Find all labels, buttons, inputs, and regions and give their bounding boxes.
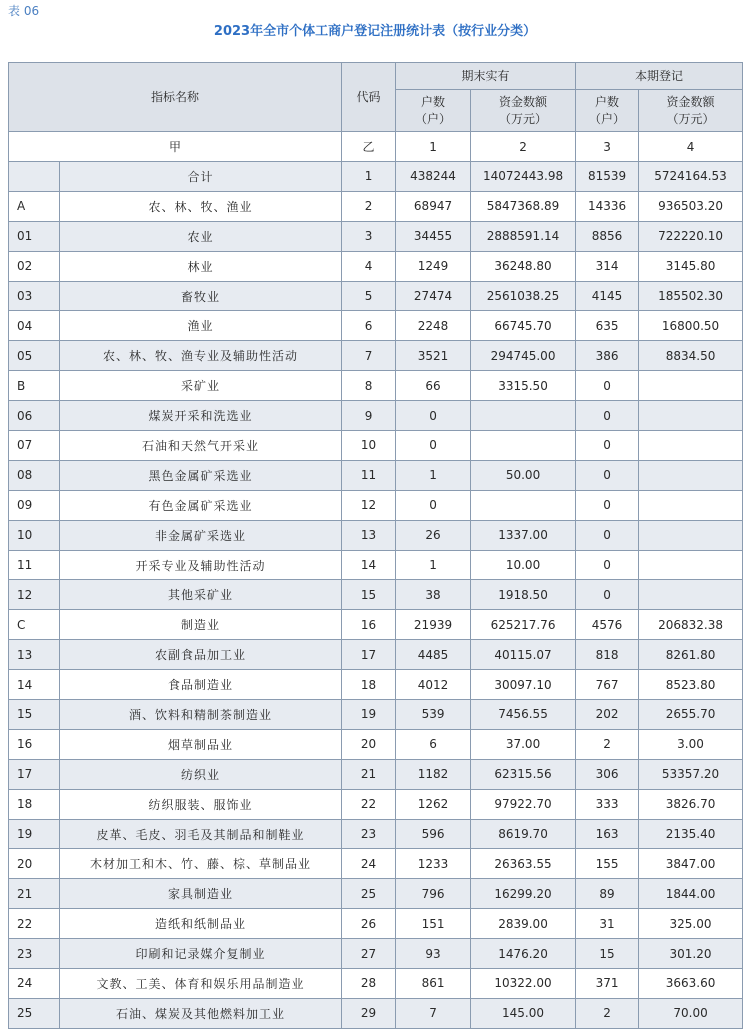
row-capital-registered: 3826.70 — [639, 789, 743, 819]
row-households-end: 1249 — [396, 251, 471, 281]
row-households-registered: 31 — [576, 909, 639, 939]
row-capital-end: 3315.50 — [471, 371, 576, 401]
table-row — [9, 700, 743, 730]
table-row — [9, 819, 743, 849]
row-code: C — [9, 610, 60, 640]
row-capital-registered — [639, 550, 743, 580]
row-capital-end: 294745.00 — [471, 341, 576, 371]
row-households-end: 27474 — [396, 281, 471, 311]
row-seq-code: 2 — [342, 191, 396, 221]
row-capital-registered: 722220.10 — [639, 221, 743, 251]
row-capital-registered: 53357.20 — [639, 759, 743, 789]
table-row — [9, 729, 743, 759]
row-capital-registered: 3847.00 — [639, 849, 743, 879]
row-capital-end: 145.00 — [471, 998, 576, 1028]
row-households-end: 68947 — [396, 191, 471, 221]
row-seq-code: 16 — [342, 610, 396, 640]
row-capital-registered: 3145.80 — [639, 251, 743, 281]
row-households-registered: 818 — [576, 640, 639, 670]
row-households-end: 796 — [396, 879, 471, 909]
sequence-row — [9, 132, 743, 162]
row-seq-code: 8 — [342, 371, 396, 401]
row-capital-registered: 936503.20 — [639, 191, 743, 221]
row-industry-name: 造纸和纸制品业 — [60, 909, 342, 939]
row-industry-name: 木材加工和木、竹、藤、棕、草制品业 — [60, 849, 342, 879]
row-capital-registered: 16800.50 — [639, 311, 743, 341]
row-capital-registered: 206832.38 — [639, 610, 743, 640]
row-households-end: 0 — [396, 401, 471, 431]
row-seq-code: 21 — [342, 759, 396, 789]
table-row — [9, 550, 743, 580]
row-code — [9, 162, 60, 192]
row-industry-name: 酒、饮料和精制茶制造业 — [60, 700, 342, 730]
row-households-end: 0 — [396, 431, 471, 461]
row-code: 18 — [9, 789, 60, 819]
row-households-end: 93 — [396, 939, 471, 969]
row-industry-name: 皮革、毛皮、羽毛及其制品和制鞋业 — [60, 819, 342, 849]
table-row — [9, 341, 743, 371]
row-households-registered: 14336 — [576, 191, 639, 221]
row-households-end: 4012 — [396, 670, 471, 700]
row-capital-registered: 2135.40 — [639, 819, 743, 849]
row-code: 02 — [9, 251, 60, 281]
row-households-registered: 2 — [576, 998, 639, 1028]
row-capital-end: 40115.07 — [471, 640, 576, 670]
row-seq-code: 27 — [342, 939, 396, 969]
row-capital-registered — [639, 520, 743, 550]
header-capital-registered: 资金数额 （万元） — [639, 90, 743, 132]
table-body — [9, 132, 743, 1029]
row-code: 10 — [9, 520, 60, 550]
row-households-registered: 89 — [576, 879, 639, 909]
row-capital-registered — [639, 460, 743, 490]
table-row — [9, 490, 743, 520]
row-capital-end: 37.00 — [471, 729, 576, 759]
row-capital-end: 36248.80 — [471, 251, 576, 281]
row-seq-code: 14 — [342, 550, 396, 580]
table-row — [9, 191, 743, 221]
seq-name: 甲 — [9, 132, 342, 162]
row-households-end: 1233 — [396, 849, 471, 879]
row-households-end: 1 — [396, 550, 471, 580]
row-households-end: 1262 — [396, 789, 471, 819]
row-industry-name: 食品制造业 — [60, 670, 342, 700]
row-households-registered: 0 — [576, 580, 639, 610]
row-capital-registered: 3663.60 — [639, 969, 743, 999]
row-code: 08 — [9, 460, 60, 490]
row-capital-registered: 8523.80 — [639, 670, 743, 700]
table-row — [9, 221, 743, 251]
row-households-end: 26 — [396, 520, 471, 550]
seq-col-3: 3 — [576, 132, 639, 162]
row-industry-name: 合计 — [60, 162, 342, 192]
row-industry-name: 石油和天然气开采业 — [60, 431, 342, 461]
row-capital-registered — [639, 371, 743, 401]
row-households-registered: 163 — [576, 819, 639, 849]
row-code: 19 — [9, 819, 60, 849]
row-households-registered: 4576 — [576, 610, 639, 640]
row-capital-registered: 325.00 — [639, 909, 743, 939]
row-seq-code: 23 — [342, 819, 396, 849]
table-row — [9, 789, 743, 819]
header-code: 代码 — [342, 63, 396, 132]
row-code: 22 — [9, 909, 60, 939]
row-capital-registered: 2655.70 — [639, 700, 743, 730]
row-households-registered: 0 — [576, 460, 639, 490]
row-industry-name: 烟草制品业 — [60, 729, 342, 759]
row-households-registered: 2 — [576, 729, 639, 759]
row-code: 07 — [9, 431, 60, 461]
row-seq-code: 13 — [342, 520, 396, 550]
row-capital-registered: 3.00 — [639, 729, 743, 759]
row-industry-name: 煤炭开采和洗选业 — [60, 401, 342, 431]
row-capital-registered — [639, 431, 743, 461]
row-capital-end: 5847368.89 — [471, 191, 576, 221]
row-households-end: 1 — [396, 460, 471, 490]
header-group-period-registration: 本期登记 — [576, 63, 743, 90]
row-code: 03 — [9, 281, 60, 311]
row-code: 04 — [9, 311, 60, 341]
row-households-end: 539 — [396, 700, 471, 730]
row-capital-registered: 1844.00 — [639, 879, 743, 909]
seq-col-4: 4 — [639, 132, 743, 162]
header-indicator-name: 指标名称 — [9, 63, 342, 132]
statistics-table — [8, 62, 743, 1029]
row-seq-code: 3 — [342, 221, 396, 251]
row-capital-end: 97922.70 — [471, 789, 576, 819]
header-group-end-of-period: 期末实有 — [396, 63, 576, 90]
row-code: 01 — [9, 221, 60, 251]
row-capital-end: 2561038.25 — [471, 281, 576, 311]
row-code: 21 — [9, 879, 60, 909]
row-capital-end: 14072443.98 — [471, 162, 576, 192]
row-households-end: 21939 — [396, 610, 471, 640]
row-capital-end: 1918.50 — [471, 580, 576, 610]
row-seq-code: 28 — [342, 969, 396, 999]
row-households-end: 66 — [396, 371, 471, 401]
row-code: 16 — [9, 729, 60, 759]
row-households-registered: 202 — [576, 700, 639, 730]
row-code: 25 — [9, 998, 60, 1028]
row-capital-registered: 301.20 — [639, 939, 743, 969]
row-code: A — [9, 191, 60, 221]
row-households-end: 596 — [396, 819, 471, 849]
row-capital-registered: 70.00 — [639, 998, 743, 1028]
row-industry-name: 黑色金属矿采选业 — [60, 460, 342, 490]
row-households-end: 34455 — [396, 221, 471, 251]
row-code: B — [9, 371, 60, 401]
row-households-registered: 155 — [576, 849, 639, 879]
seq-col-1: 1 — [396, 132, 471, 162]
row-industry-name: 文教、工美、体育和娱乐用品制造业 — [60, 969, 342, 999]
row-households-registered: 386 — [576, 341, 639, 371]
row-households-registered: 635 — [576, 311, 639, 341]
row-capital-end: 7456.55 — [471, 700, 576, 730]
row-industry-name: 渔业 — [60, 311, 342, 341]
table-header — [9, 63, 743, 132]
table-row — [9, 401, 743, 431]
row-capital-end — [471, 490, 576, 520]
row-seq-code: 29 — [342, 998, 396, 1028]
row-households-registered: 0 — [576, 431, 639, 461]
row-industry-name: 有色金属矿采选业 — [60, 490, 342, 520]
row-seq-code: 15 — [342, 580, 396, 610]
row-seq-code: 11 — [342, 460, 396, 490]
row-industry-name: 农业 — [60, 221, 342, 251]
row-seq-code: 26 — [342, 909, 396, 939]
table-row — [9, 162, 743, 192]
table-row — [9, 580, 743, 610]
row-industry-name: 印刷和记录媒介复制业 — [60, 939, 342, 969]
row-households-end: 1182 — [396, 759, 471, 789]
row-capital-registered: 8834.50 — [639, 341, 743, 371]
seq-col-2: 2 — [471, 132, 576, 162]
row-capital-end: 10322.00 — [471, 969, 576, 999]
row-households-registered: 81539 — [576, 162, 639, 192]
row-code: 09 — [9, 490, 60, 520]
row-code: 05 — [9, 341, 60, 371]
row-households-registered: 0 — [576, 520, 639, 550]
row-capital-end: 2888591.14 — [471, 221, 576, 251]
row-industry-name: 纺织业 — [60, 759, 342, 789]
row-capital-registered: 185502.30 — [639, 281, 743, 311]
row-capital-registered — [639, 580, 743, 610]
row-industry-name: 制造业 — [60, 610, 342, 640]
row-households-registered: 767 — [576, 670, 639, 700]
row-households-end: 438244 — [396, 162, 471, 192]
seq-code: 乙 — [342, 132, 396, 162]
row-capital-end: 625217.76 — [471, 610, 576, 640]
row-seq-code: 4 — [342, 251, 396, 281]
row-households-registered: 4145 — [576, 281, 639, 311]
row-industry-name: 纺织服装、服饰业 — [60, 789, 342, 819]
row-seq-code: 5 — [342, 281, 396, 311]
row-industry-name: 林业 — [60, 251, 342, 281]
row-capital-end: 1337.00 — [471, 520, 576, 550]
table-row — [9, 281, 743, 311]
row-households-registered: 0 — [576, 371, 639, 401]
row-code: 06 — [9, 401, 60, 431]
row-seq-code: 17 — [342, 640, 396, 670]
row-households-registered: 0 — [576, 550, 639, 580]
row-code: 23 — [9, 939, 60, 969]
table-label: 表 06 — [8, 4, 40, 18]
table-row — [9, 969, 743, 999]
row-seq-code: 7 — [342, 341, 396, 371]
row-seq-code: 9 — [342, 401, 396, 431]
page-title: 2023年全市个体工商户登记注册统计表（按行业分类） — [213, 24, 537, 39]
row-industry-name: 农、林、牧、渔专业及辅助性活动 — [60, 341, 342, 371]
row-code: 12 — [9, 580, 60, 610]
row-seq-code: 1 — [342, 162, 396, 192]
row-capital-end: 16299.20 — [471, 879, 576, 909]
table-row — [9, 939, 743, 969]
table-row — [9, 670, 743, 700]
row-industry-name: 其他采矿业 — [60, 580, 342, 610]
row-seq-code: 19 — [342, 700, 396, 730]
row-households-end: 3521 — [396, 341, 471, 371]
row-households-end: 0 — [396, 490, 471, 520]
table-row — [9, 640, 743, 670]
row-capital-end: 26363.55 — [471, 849, 576, 879]
row-households-registered: 371 — [576, 969, 639, 999]
row-capital-end: 10.00 — [471, 550, 576, 580]
row-industry-name: 开采专业及辅助性活动 — [60, 550, 342, 580]
row-industry-name: 石油、煤炭及其他燃料加工业 — [60, 998, 342, 1028]
row-capital-registered: 5724164.53 — [639, 162, 743, 192]
header-capital-end: 资金数额 （万元） — [471, 90, 576, 132]
row-households-end: 7 — [396, 998, 471, 1028]
row-households-registered: 333 — [576, 789, 639, 819]
row-industry-name: 农、林、牧、渔业 — [60, 191, 342, 221]
row-households-end: 4485 — [396, 640, 471, 670]
table-row — [9, 460, 743, 490]
row-households-end: 861 — [396, 969, 471, 999]
row-capital-end: 66745.70 — [471, 311, 576, 341]
row-seq-code: 25 — [342, 879, 396, 909]
row-capital-end: 8619.70 — [471, 819, 576, 849]
row-households-registered: 0 — [576, 490, 639, 520]
row-capital-end — [471, 431, 576, 461]
table-row — [9, 311, 743, 341]
table-row — [9, 520, 743, 550]
row-capital-end: 30097.10 — [471, 670, 576, 700]
row-seq-code: 20 — [342, 729, 396, 759]
row-capital-end — [471, 401, 576, 431]
row-capital-registered: 8261.80 — [639, 640, 743, 670]
row-capital-end: 50.00 — [471, 460, 576, 490]
row-capital-registered — [639, 490, 743, 520]
row-industry-name: 非金属矿采选业 — [60, 520, 342, 550]
row-households-registered: 0 — [576, 401, 639, 431]
header-households-end: 户数 （户） — [396, 90, 471, 132]
table-row — [9, 431, 743, 461]
header-households-registered: 户数 （户） — [576, 90, 639, 132]
row-capital-registered — [639, 401, 743, 431]
row-code: 24 — [9, 969, 60, 999]
row-seq-code: 24 — [342, 849, 396, 879]
row-seq-code: 10 — [342, 431, 396, 461]
row-industry-name: 畜牧业 — [60, 281, 342, 311]
table-row — [9, 371, 743, 401]
row-code: 15 — [9, 700, 60, 730]
row-industry-name: 家具制造业 — [60, 879, 342, 909]
table-row — [9, 909, 743, 939]
row-capital-end: 62315.56 — [471, 759, 576, 789]
row-households-registered: 8856 — [576, 221, 639, 251]
row-code: 11 — [9, 550, 60, 580]
row-seq-code: 12 — [342, 490, 396, 520]
row-households-registered: 306 — [576, 759, 639, 789]
row-industry-name: 农副食品加工业 — [60, 640, 342, 670]
table-row — [9, 251, 743, 281]
table-row — [9, 879, 743, 909]
row-households-end: 6 — [396, 729, 471, 759]
row-capital-end: 1476.20 — [471, 939, 576, 969]
row-seq-code: 18 — [342, 670, 396, 700]
row-seq-code: 6 — [342, 311, 396, 341]
row-households-registered: 314 — [576, 251, 639, 281]
row-households-end: 38 — [396, 580, 471, 610]
row-households-end: 2248 — [396, 311, 471, 341]
table-row — [9, 610, 743, 640]
table-row — [9, 998, 743, 1028]
row-code: 13 — [9, 640, 60, 670]
row-households-end: 151 — [396, 909, 471, 939]
table-row — [9, 849, 743, 879]
table-row — [9, 759, 743, 789]
row-households-registered: 15 — [576, 939, 639, 969]
row-code: 14 — [9, 670, 60, 700]
row-capital-end: 2839.00 — [471, 909, 576, 939]
row-code: 17 — [9, 759, 60, 789]
row-code: 20 — [9, 849, 60, 879]
row-industry-name: 采矿业 — [60, 371, 342, 401]
row-seq-code: 22 — [342, 789, 396, 819]
